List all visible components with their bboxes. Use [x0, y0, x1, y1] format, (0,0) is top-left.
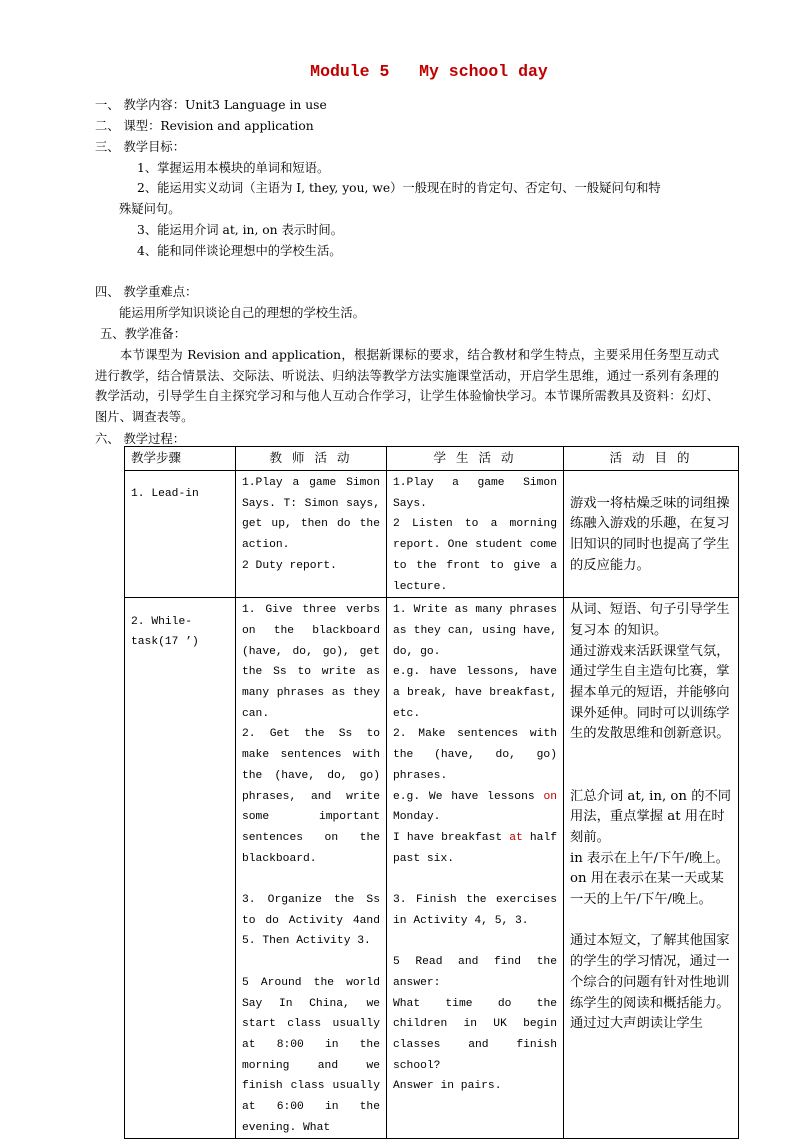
student-while-task	[387, 598, 564, 1139]
student-activity: 1.Play a game Simon Says.	[393, 477, 557, 510]
teacher-activity: 3. Organize the Ss to do Activity 4and 5. Then Activity 3.	[242, 894, 380, 948]
step-while-task: 2. While-task(17 ’)	[125, 598, 236, 1139]
student-question: What time do the children in UK begin classes and finish school?	[393, 997, 557, 1072]
purpose-text: 游戏一将枯燥乏味的词组操练融入游戏的乐趣，在复习旧知识的同时也提高了学生的反应能力。	[570, 495, 730, 573]
section-teaching-process: 六、 教学过程：	[95, 432, 185, 446]
page-title: Module 5 My school day	[310, 62, 548, 81]
teacher-activity: 2 Duty report.	[242, 559, 337, 572]
purpose-text: 汇总介词 at, in, on 的不同用法，重点掌握 at 用在时刻前。	[570, 788, 732, 845]
teacher-activity: 2. Get the Ss to make sentences with the (have, do, go) phrases, and write some important sentences on the blackboard.	[242, 728, 380, 865]
section-teaching-goals: 三、 教学目标：	[95, 140, 185, 154]
purpose-text: 从词、短语、句子引导学生复习本 的知识。	[570, 602, 730, 638]
purpose-text: 通过过大声朗读让学生	[570, 1016, 703, 1032]
purpose-lead-in	[564, 471, 739, 598]
student-activity: 1. Write as many phrases as they can, using have, do, go.	[393, 604, 557, 658]
header-teacher-activity: 教 师 活 动	[236, 447, 387, 471]
purpose-text: in 表示在上午/下午/晚上。on 用在表示在某一天或某一天的上午/下午/晚上。	[570, 850, 729, 908]
student-activity: 2 Listen to a morning report. One student come to the front to give a lecture.	[393, 518, 557, 593]
table-row-lead-in	[125, 471, 739, 598]
goal-item: 4、能和同伴谈论理想中的学校生活。	[137, 244, 342, 258]
highlight-on: on	[543, 790, 557, 803]
teacher-activity: 5 Around the world Say In China, we start class usually at 8:00 in the morning and we finish class usually at 6:00 in the evening. What	[242, 976, 380, 1134]
section-teaching-content: 一、 教学内容：Unit3 Language in use	[95, 98, 327, 112]
purpose-while-task	[564, 598, 739, 1139]
teaching-process-table	[124, 446, 739, 1139]
header-student-activity: 学 生 活 动	[387, 447, 564, 471]
teacher-activity: 1.Play a game Simon Says. T: Simon says, get up, then do the action.	[242, 477, 380, 552]
key-point-text: 能运用所学知识谈论自己的理想的学校生活。	[119, 306, 365, 320]
table-header-row	[125, 447, 739, 471]
section-preparation: 五、教学准备：	[100, 327, 187, 341]
teacher-activity: 1. Give three verbs on the blackboard (have, do, go), get the Ss to write as many phrases as they can.	[242, 604, 380, 720]
goal-item-continued: 殊疑问句。	[119, 202, 181, 216]
teacher-lead-in	[236, 471, 387, 598]
teacher-while-task	[236, 598, 387, 1139]
student-activity: 2. Make sentences with the (have, do, go) phrases.	[393, 728, 557, 782]
purpose-text: 通过本短文，了解其他国家的学生的学习情况，通过一个综合的问题有针对性地训练学生的阅读和概括能力。	[570, 933, 730, 1011]
student-activity: 3. Finish the exercises in Activity 4, 5, 3.	[393, 894, 557, 927]
student-example: e.g. have lessons, have a break, have breakfast, etc.	[393, 666, 557, 720]
goal-item: 3、能运用介词 at, in, on 表示时间。	[137, 223, 343, 237]
goal-item: 1、掌握运用本模块的单词和短语。	[137, 161, 330, 175]
student-example: I have breakfast at half past six.	[393, 831, 558, 865]
step-lead-in: 1. Lead-in	[125, 471, 236, 598]
section-lesson-type: 二、 课型：Revision and application	[95, 119, 314, 133]
student-lead-in	[387, 471, 564, 598]
header-step: 教学步骤	[125, 447, 236, 471]
table-row-while-task	[125, 598, 739, 1139]
highlight-at: at	[509, 831, 523, 844]
student-example: e.g. We have lessons on Monday.	[393, 790, 557, 824]
section-key-points: 四、 教学重难点：	[95, 285, 198, 299]
purpose-text: 通过游戏来活跃课堂气氛，通过学生自主造句比赛，掌握本单元的短语，并能够向课外延伸。同时可以训练学生的发散思维和创新意识。	[570, 643, 730, 742]
goal-item: 2、能运用实义动词（主语为 I, they, you, we）一般现在时的肯定句、否定句、一般疑问句和特	[137, 181, 661, 195]
header-activity-purpose: 活 动 目 的	[564, 447, 739, 471]
student-activity: 5 Read and find the answer:	[393, 956, 557, 989]
student-activity: Answer in pairs.	[393, 1080, 502, 1093]
preparation-paragraph: 本节课型为 Revision and application，根据新课标的要求，结合教材和学生特点，主要采用任务型互动式进行教学，结合情景法、交际法、听说法、归纳法等教学方法实施课堂活动，开启学生思维，通过一系列有条理的教学活动，引导学生自主探究学习和与他人互动合作学习，让学生体验愉快学习。本节课所需教具及资料：幻灯、图片、调查表等。	[95, 348, 719, 425]
